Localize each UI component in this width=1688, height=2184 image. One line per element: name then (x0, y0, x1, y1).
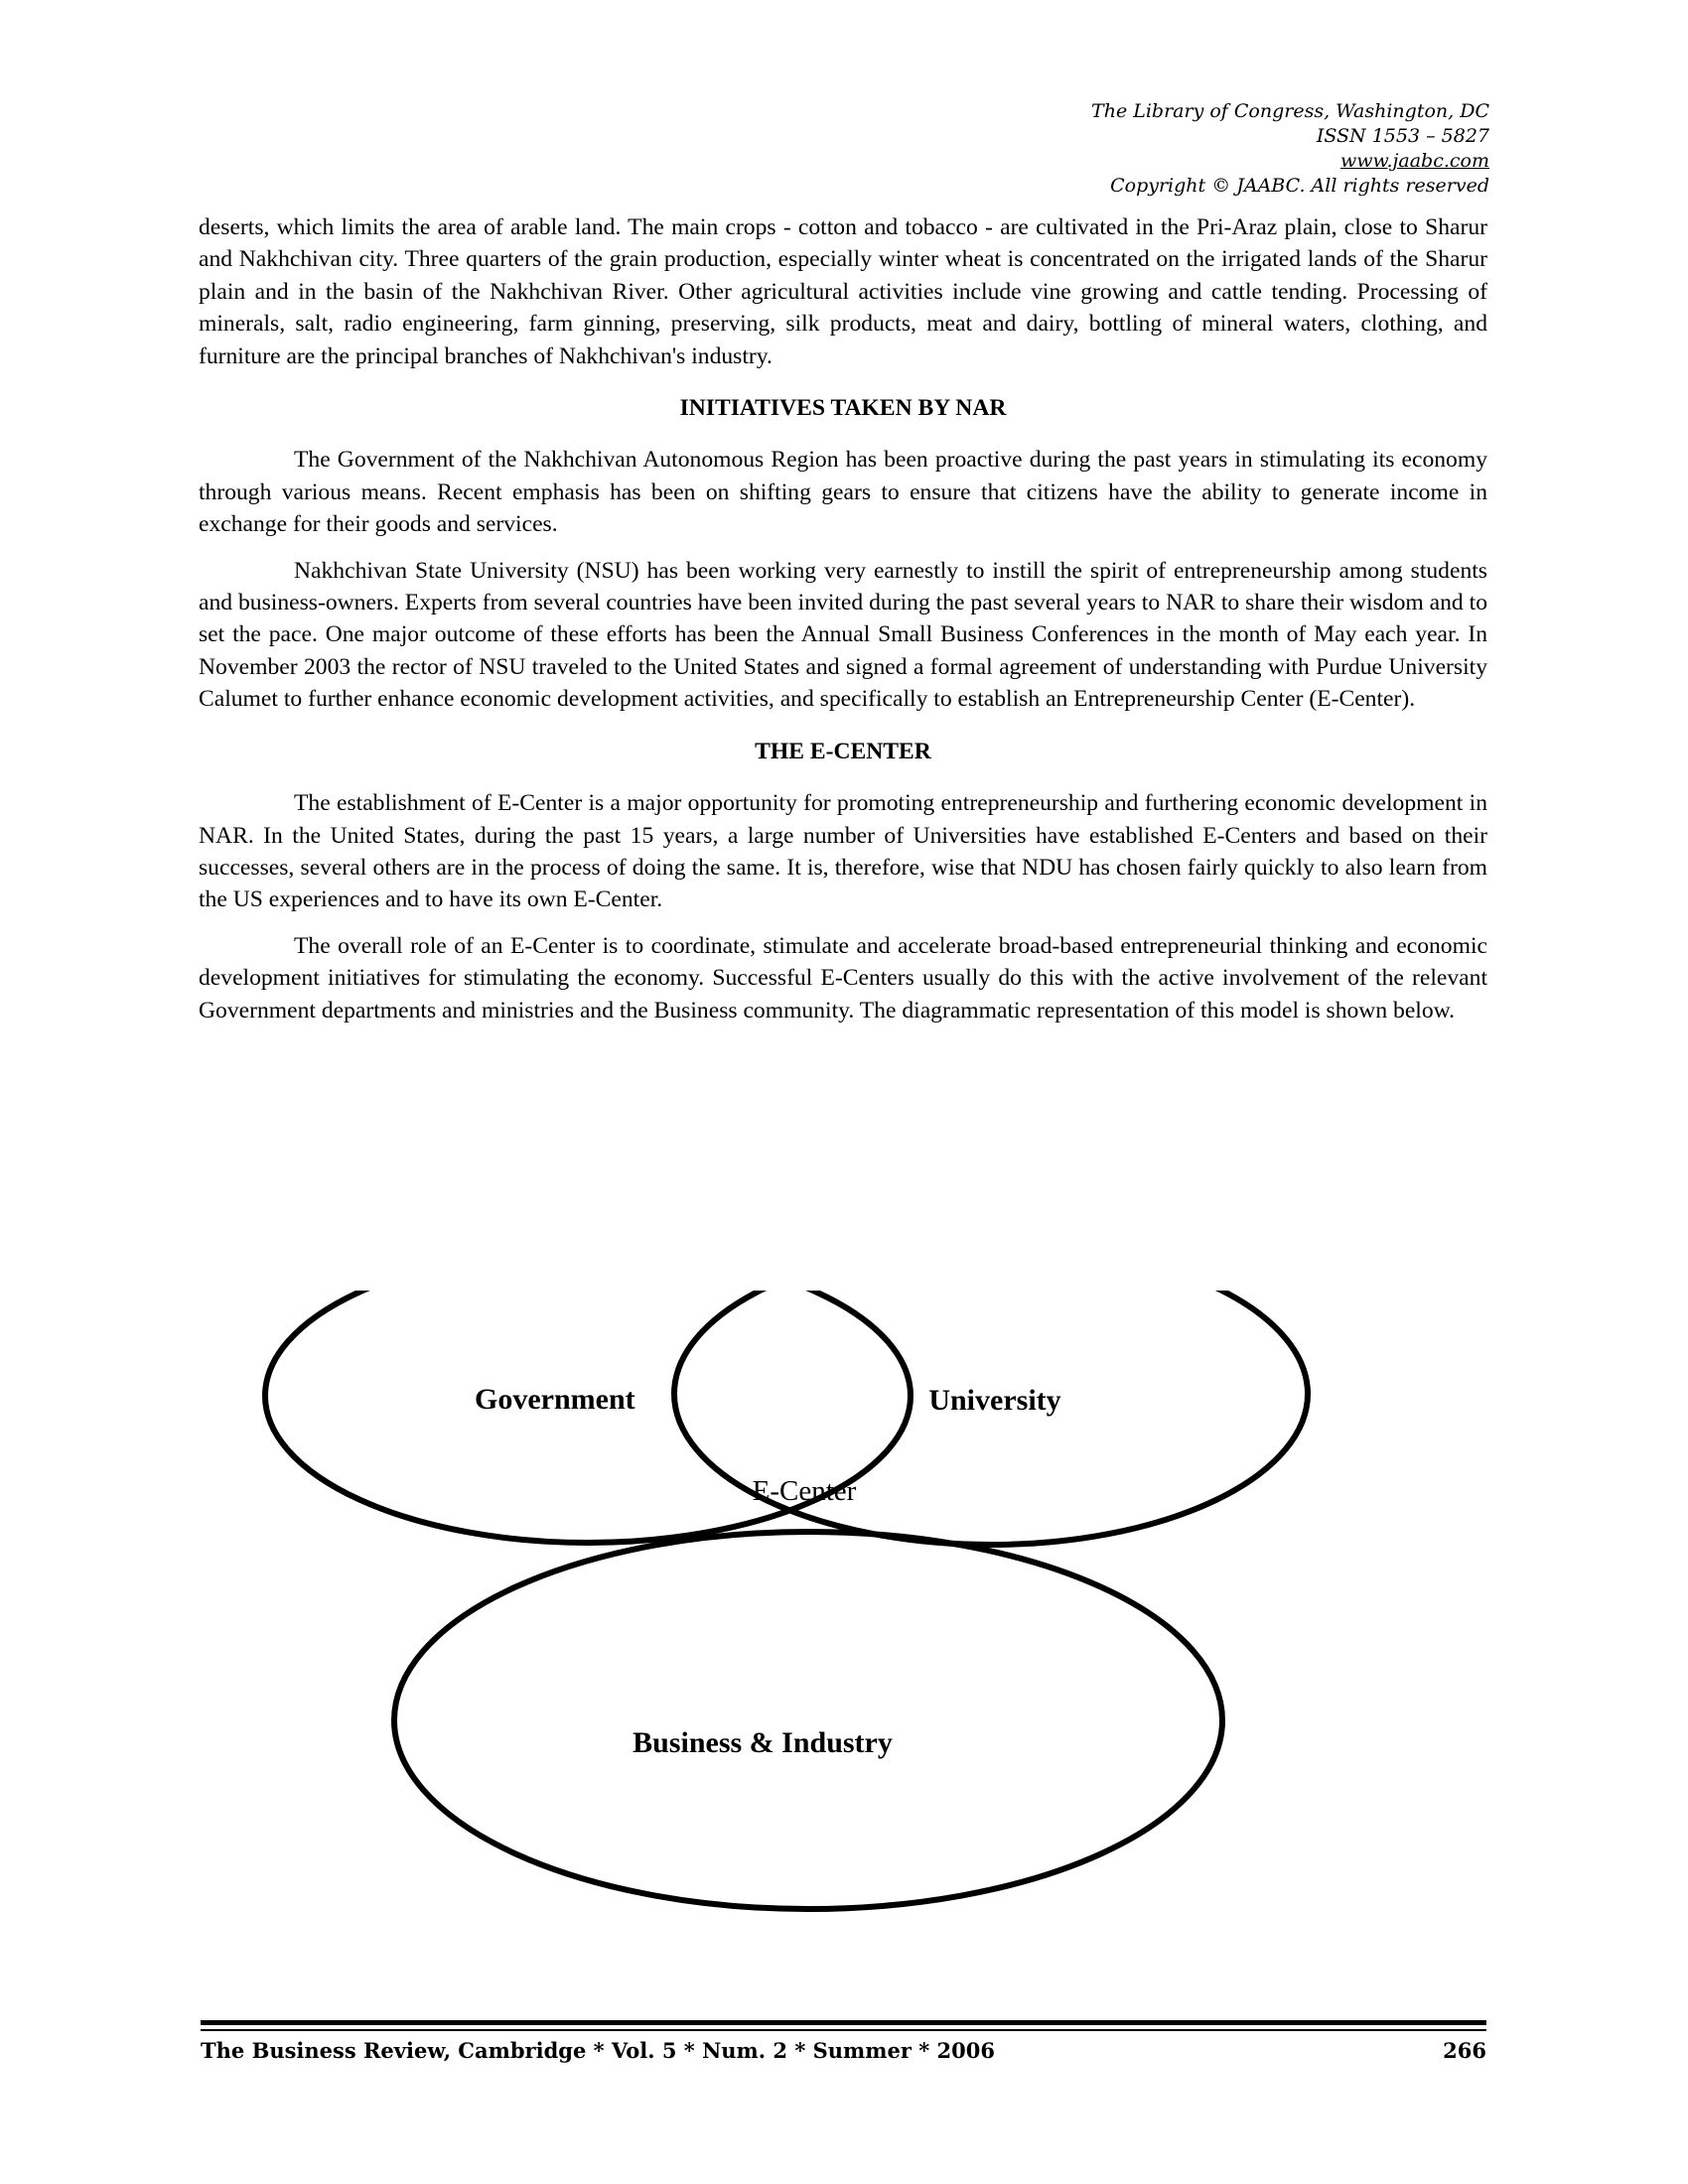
paragraph-1: deserts, which limits the area of arable land. The main crops - cotton and tobacco - are cultivated in the Pri-Araz plain, close to Sharur and Nakhchivan city. Three quarters of the grain production, especially winter wheat is concentrated on the irrigated lands of the Sharur plain and in the basin of the Nakhchivan River. Other agricultural activities include vine growing and cattle tending. Processing of minerals, salt, radio engineering, farm ginning, preserving, silk products, meat and dairy, bottling of mineral waters, clothing, and furniture are the principal branches of Nakhchivan's industry. (199, 214, 1487, 369)
venn-diagram (228, 1291, 1420, 1926)
header-library: The Library of Congress, Washington, DC (1091, 100, 1489, 122)
label-university: University (928, 1384, 1061, 1417)
business-ellipse (394, 1532, 1222, 1909)
heading-initiatives: INITIATIVES TAKEN BY NAR (679, 395, 1007, 422)
article-body (199, 211, 1487, 1026)
paragraph-3: Nakhchivan State University (NSU) has been working very earnestly to instill the spirit of entrepreneurship among students and business-owners. Experts from several countries have been invited during the past several years to NAR to share their wisdom and to set the pace. One major outcome of these efforts has been the Annual Small Business Conferences in the month of May each year. In November 2003 the rector of NSU traveled to the United States and signed a formal agreement of understanding with Purdue University Calumet to further enhance economic development activities, and specifically to establish an Entrepreneurship Center (E-Center). (199, 557, 1487, 713)
header-issn: ISSN 1553 – 5827 (1316, 125, 1489, 147)
header-website-link[interactable]: www.jaabc.com (1339, 150, 1489, 172)
footer-rule-thick (201, 2020, 1486, 2025)
journal-header (794, 99, 1489, 199)
header-copyright: Copyright © JAABC. All rights reserved (1110, 175, 1489, 197)
footer-citation: The Business Review, Cambridge * Vol. 5 * Num. 2 * Summer * 2006 (201, 2038, 995, 2063)
page-number: 266 (1443, 2038, 1486, 2063)
paragraph-2: The Government of the Nakhchivan Autonomous Region has been proactive during the past years in stimulating its economy through various means. Recent emphasis has been on shifting gears to ensure that citizens have the ability to generate income in exchange for their goods and services. (199, 447, 1487, 538)
label-business-industry: Business & Industry (633, 1726, 893, 1759)
label-e-center: E-Center (752, 1475, 857, 1507)
footer-rule-thin (201, 2029, 1486, 2031)
journal-footer (201, 2038, 1486, 2063)
heading-e-center: THE E-CENTER (755, 738, 931, 764)
paragraph-5: The overall role of an E-Center is to coordinate, stimulate and accelerate broad-based entrepreneurial thinking and economic development initiatives for stimulating the economy. Successful E-Centers usually do this with the active involvement of the relevant Government departments and ministries and the Business community. The diagrammatic representation of this model is shown below. (199, 932, 1487, 1024)
label-government: Government (475, 1383, 635, 1416)
paragraph-4: The establishment of E-Center is a major opportunity for promoting entrepreneurship and furthering economic development in NAR. In the United States, during the past 15 years, a large number of Universities have established E-Centers and based on their successes, several others are in the process of doing the same. It is, therefore, wise that NDU has chosen fairly quickly to also learn from the US experiences and to have its own E-Center. (199, 790, 1487, 913)
